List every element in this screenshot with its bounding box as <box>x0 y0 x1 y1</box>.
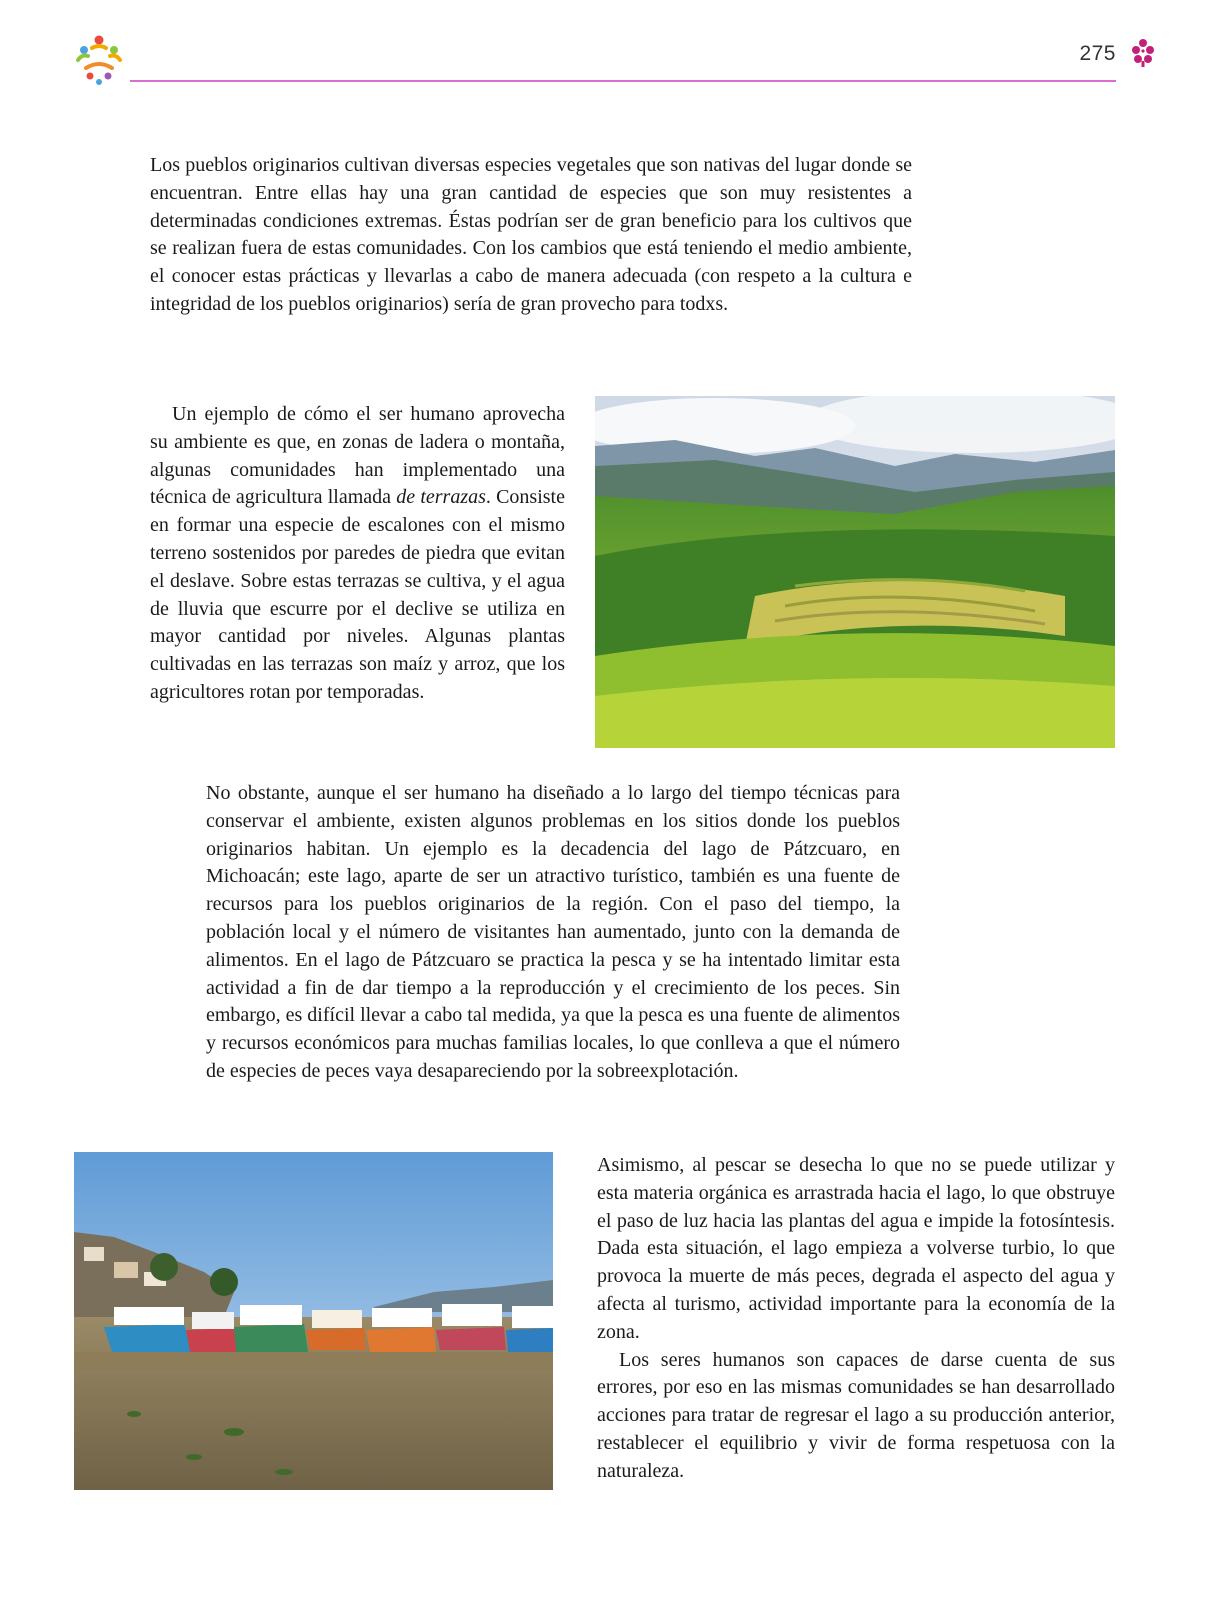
lake-boats-photo <box>74 1152 553 1490</box>
terraces-term: de terrazas <box>396 486 486 509</box>
people-circle-logo <box>72 32 126 86</box>
terraces-paragraph <box>150 401 565 707</box>
header-rule <box>130 80 1116 82</box>
flower-ornament-icon <box>1130 38 1156 68</box>
terraces-text-end: . Consiste en formar una especie de escalones con el mismo terreno sostenidos por paredes de piedra que evitan el deslave. Sobre estas terrazas se cultiva, y el agua de lluvia que escurre por el declive se utiliza en mayor cantidad por niveles. Algunas plantas cultivadas en las terrazas son maíz y arroz, que los agricultores rotan por temporadas. <box>150 486 565 703</box>
page-number: 275 <box>1079 42 1116 65</box>
organic-waste-paragraph: Asimismo, al pescar se desecha lo que no se puede utilizar y esta materia orgánica es arrastrada hacia el lago, lo que obstruye el paso de luz hacia las plantas del agua e impide la fotosíntesis. Dada esta situación, el lago empieza a volverse turbio, lo que provoca la muerte de más peces, degrada el aspecto del agua y afecta al turismo, actividad importante para la economía de la zona. <box>597 1154 1115 1343</box>
intro-paragraph: Los pueblos originarios cultivan diversas especies vegetales que son nativas del lugar donde se encuentran. Entre ellas hay una gran cantidad de especies que son muy resistentes a determinadas condiciones extremas. Éstas podrían ser de gran beneficio para los cultivos que se realizan fuera de estas comunidades. Con los cambios que está teniendo el medio ambiente, el conocer estas prácticas y llevarlas a cabo de manera adecuada (con respeto a la cultura e integridad de los pueblos originarios) sería de gran provecho para todxs. <box>150 154 912 315</box>
restoration-paragraph: Los seres humanos son capaces de darse cuenta de sus errores, por eso en las mismas comunidades se han desarrollado acciones para tratar de regresar el lago a su producción anterior, restablecer el equilibrio y vivir de forma respetuosa con la naturaleza. <box>597 1348 1115 1482</box>
terraces-text-start: Un ejemplo de cómo el ser humano aprovecha su ambiente es que, en zonas de ladera o montaña, algunas comunidades han implementado una técnica de agricultura llamada <box>150 403 565 509</box>
terraces-photo <box>595 396 1115 748</box>
right-column-text <box>597 1152 1115 1486</box>
patzcuaro-paragraph: No obstante, aunque el ser humano ha diseñado a lo largo del tiempo técnicas para conservar el ambiente, existen algunos problemas en los sitios donde los pueblos originarios habitan. Un ejemplo es la decadencia del lago de Pátzcuaro, en Michoacán; este lago, aparte de ser un atractivo turístico, también es una fuente de recursos para los pueblos originarios de la región. Con el paso del tiempo, la población local y el número de visitantes han aumentado, junto con la demanda de alimentos. En el lago de Pátzcuaro se practica la pesca y se ha intentado limitar esta actividad a fin de dar tiempo a la reproducción y el crecimiento de los peces. Sin embargo, es difícil llevar a cabo tal medida, ya que la pesca es una fuente de alimentos y recursos económicos para muchas familias locales, lo que conlleva a que el número de especies de peces vaya desapareciendo por la sobreexplotación. <box>206 782 900 1082</box>
